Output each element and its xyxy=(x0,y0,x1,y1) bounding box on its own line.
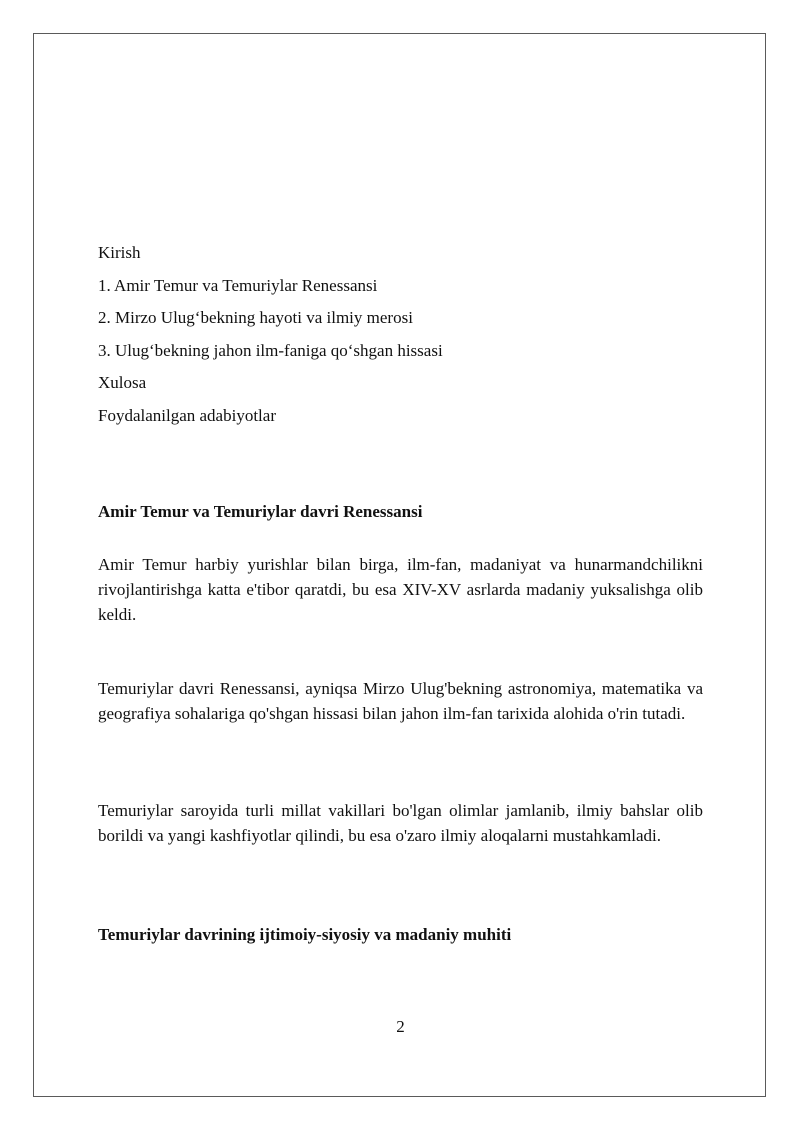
toc-item-chapter-2: 2. Mirzo Ulug‘bekning hayoti va ilmiy merosi xyxy=(98,308,413,327)
toc-item-references: Foydalanilgan adabiyotlar xyxy=(98,405,276,425)
section-heading-socio-political: Temuriylar davrining ijtimoiy-siyosiy va madaniy muhiti xyxy=(98,925,512,944)
toc-item-introduction: Kirish xyxy=(98,243,141,262)
toc-item-chapter-3: 3. Ulug‘bekning jahon ilm-faniga qo‘shgan hissasi xyxy=(98,340,443,360)
toc-item-chapter-1: 1. Amir Temur va Temuriylar Renessansi xyxy=(98,275,378,295)
section-heading-renaissance: Amir Temur va Temuriylar davri Renessansi xyxy=(98,502,423,521)
paragraph-1: Amir Temur harbiy yurishlar bilan birga, ilm-fan, madaniyat va hunarmandchilikni rivojlantirishga katta e'tibor qaratdi, bu esa XIV-XV asrlarda madaniy yuksalishga olib keldi. xyxy=(98,555,703,624)
page-number: 2 xyxy=(396,1017,405,1036)
document-page xyxy=(33,33,766,1097)
table-of-contents xyxy=(98,241,703,436)
paragraph-3: Temuriylar saroyida turli millat vakillari bo'lgan olimlar jamlanib, ilmiy bahslar olib borildi va yangi kashfiyotlar qilindi, bu esa o'zaro ilmiy aloqalarni mustahkamladi. xyxy=(98,801,703,845)
paragraph-2: Temuriylar davri Renessansi, ayniqsa Mirzo Ulug'bekning astronomiya, matematika va geografiya sohalariga qo'shgan hissasi bilan jahon ilm-fan tarixida alohida o'rin tutadi. xyxy=(98,679,703,723)
toc-item-conclusion: Xulosa xyxy=(98,373,147,392)
